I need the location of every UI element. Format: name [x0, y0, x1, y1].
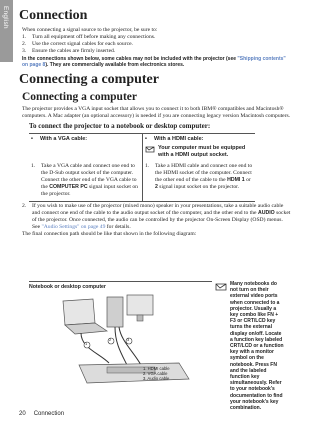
cable-note: In the connections shown below, some cables may not be included with the projector (see "Shipping contents" on page 8). They are commercially available from electronics stores.	[22, 56, 286, 69]
footer-title: Connection	[33, 411, 65, 417]
page-content	[19, 6, 291, 238]
vga-header: • With a VGA cable:	[31, 136, 88, 143]
page-footer	[19, 411, 64, 417]
task-title: To connect the projector to a notebook or desktop computer:	[29, 122, 211, 131]
connection-diagram	[29, 281, 212, 389]
legend-item: 2. VGA cable	[143, 371, 168, 376]
sub-intro-text: The projector provides a VGA input socket that allows you to connect it to both IBM® compatibles and Macintosh® computers. A Mac adapter (an optional accessory) is needed if you are connecting legacy version Macintosh computers.	[22, 106, 291, 120]
legend-item: 1. HDMI cable	[143, 366, 170, 371]
vga-column	[29, 134, 142, 201]
vga-step: 1. Take a VGA cable and connect one end to the D-Sub output socket of the computer. Connect the other end of the VGA cable to the COMPUTER PC signal input socket on the projector.	[31, 163, 138, 198]
diagram-artwork	[29, 283, 212, 389]
page-number: 20	[19, 411, 26, 417]
language-tab	[0, 0, 13, 62]
shipping-contents-link[interactable]: "Shipping contents" on page 8	[22, 56, 286, 69]
intro-text: When connecting a signal source to the projector, be sure to:	[22, 27, 158, 33]
list-item: 2. If you wish to make use of the projector (mixed mono) speaker in your presentations, take a suitable audio cable and connect one end of the cable to the audio output socket of the computer, and the other end to the AUDIO socket of the projector. Once connected, the audio can be controlled by the projector On-Screen Display (OSD) menus. See "Audio Settings" on page 49 for details.	[22, 203, 291, 231]
section-heading: Connecting a computer	[19, 72, 159, 88]
list-item: 1. Turn all equipment off before making any connections.	[22, 34, 156, 40]
projector-icon	[79, 363, 189, 383]
hdmi-step: 1. Take a HDMI cable and connect one end to the HDMI socket of the computer. Connect the other end of the cable to the HDMI 1 or 2 signal input socket on the projector.	[145, 163, 253, 191]
audio-step	[22, 203, 291, 231]
language-tab-label: English	[2, 6, 9, 29]
hdmi-header: • With a HDMI cable:	[145, 136, 204, 143]
note-icon	[145, 146, 155, 153]
cable-label-2: 2	[109, 337, 112, 342]
cable-label-1: 1	[85, 341, 88, 346]
cable-label-3: 3	[127, 337, 130, 342]
hdmi-column	[142, 134, 255, 201]
precaution-list	[22, 34, 291, 55]
legend-item: 3. Audio cable	[143, 376, 170, 381]
desktop-icon	[107, 295, 153, 327]
diagram-intro: The final connection path should be like that shown in the following diagram:	[22, 231, 197, 238]
page-title: Connection	[19, 8, 88, 23]
tip-text: Many notebooks do not turn on their external video ports when connected to a projector. Usually a key combo like FN + F3 or CRT/LCD key turns the external display on/off. Locate a function key labeled CRT/LCD or a function key with a monitor symbol on the notebook. Press FN and the labeled function key simultaneously. Refer to your notebook's documentation to find your notebook's key combination.	[230, 281, 284, 412]
connection-table	[29, 133, 255, 202]
hdmi-warning: Your computer must be equipped with a HDMI output socket.	[145, 145, 253, 159]
sub-heading: Connecting a computer	[22, 91, 137, 104]
list-item: 2. Use the correct signal cables for each source.	[22, 41, 133, 47]
audio-settings-link[interactable]: "Audio Settings" on page 49	[41, 224, 106, 231]
laptop-icon	[63, 299, 107, 334]
cable-legend	[143, 366, 170, 381]
note-icon	[215, 283, 227, 291]
diagram-title: Notebook or desktop computer	[29, 284, 106, 290]
list-item: 3. Ensure the cables are firmly inserted.	[22, 48, 116, 54]
